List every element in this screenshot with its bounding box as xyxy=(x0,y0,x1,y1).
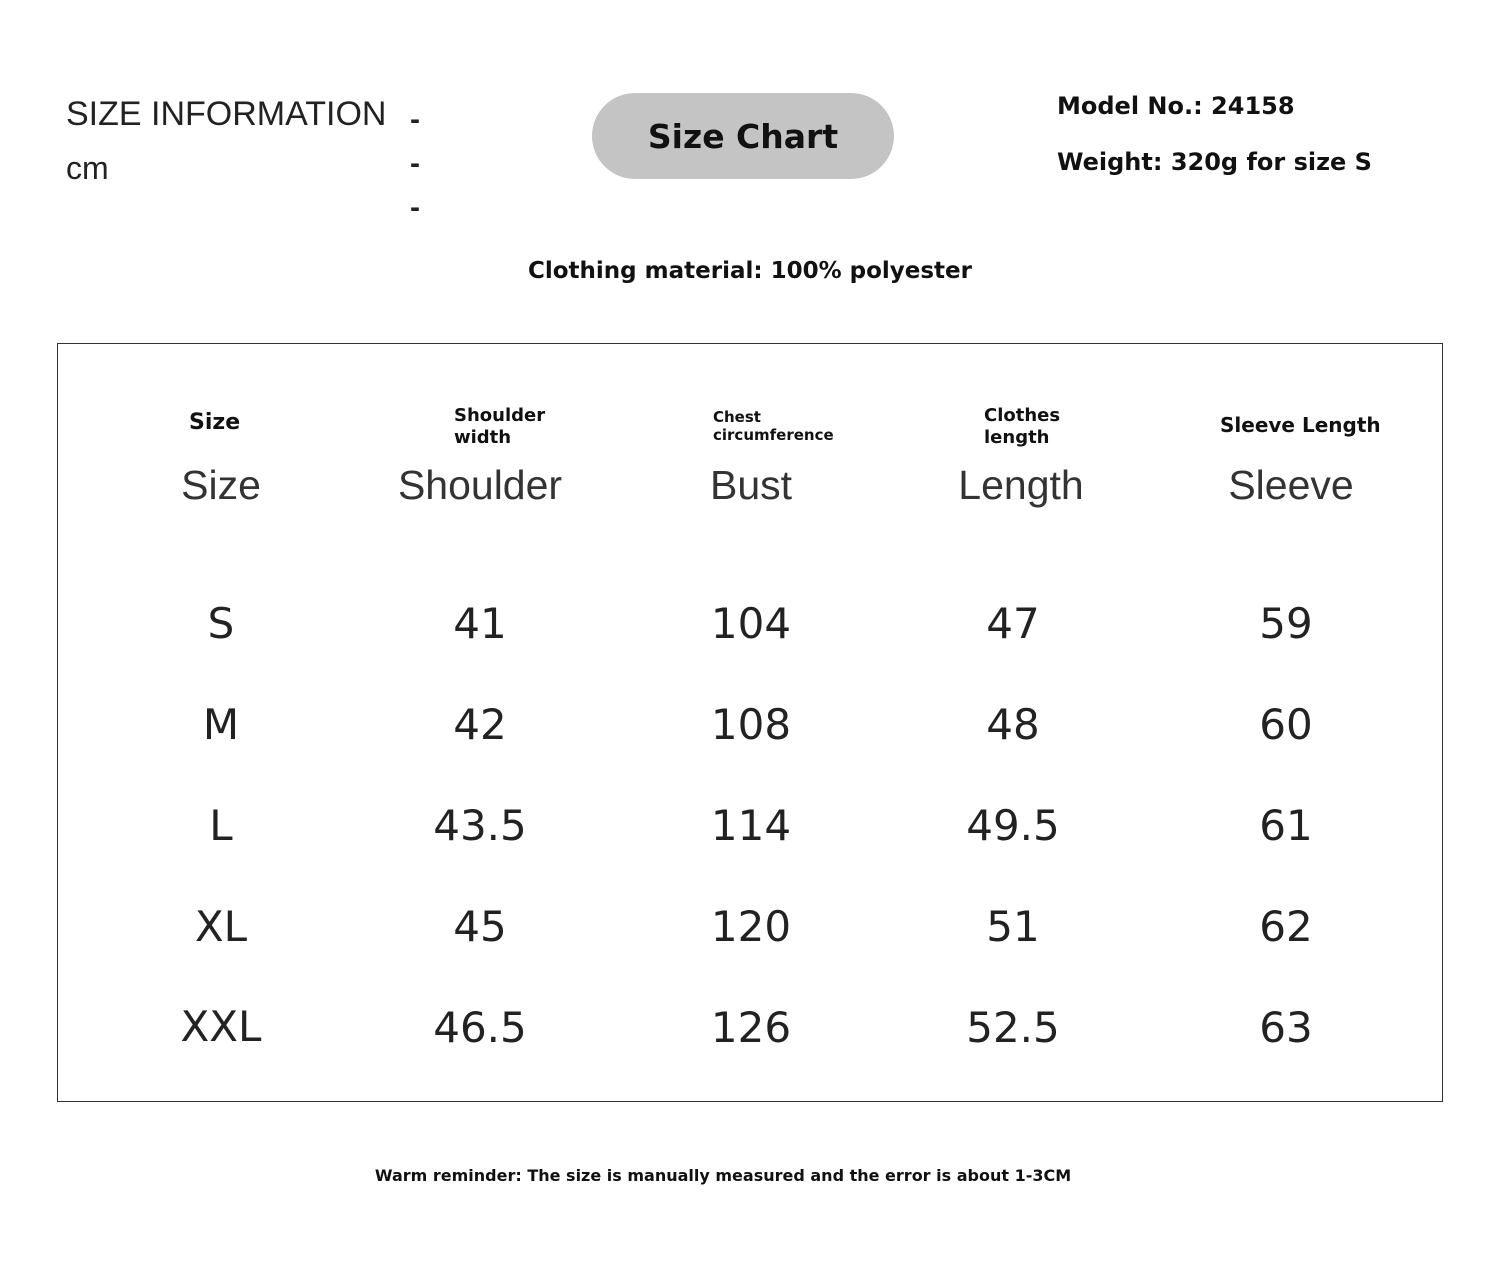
small-header-size xyxy=(189,412,240,434)
title-dashes: --- xyxy=(410,103,418,224)
small-header-chest-line1: Chest xyxy=(713,408,761,426)
unit-label: cm xyxy=(66,150,109,186)
table-cell-bust: 120 xyxy=(710,902,792,951)
table-cell-sleeve: 61 xyxy=(1259,801,1313,850)
small-header-chest-line2: circumference xyxy=(713,426,834,444)
small-header-size-line1: Size xyxy=(189,410,241,435)
size-chart-badge-label: Size Chart xyxy=(647,116,839,156)
table-cell-shoulder: 41 xyxy=(453,599,507,648)
table-cell-size: XL xyxy=(194,902,248,951)
small-header-sleeve-line1: Sleeve Length xyxy=(1220,413,1381,437)
small-header-clothes-line1: Clothes xyxy=(984,405,1061,426)
column-header-size: Size xyxy=(181,462,261,508)
table-cell-shoulder: 42 xyxy=(453,700,507,749)
table-cell-length: 51 xyxy=(986,902,1040,951)
column-header-bust: Bust xyxy=(709,462,793,508)
column-header-shoulder: Shoulder xyxy=(397,462,563,508)
model-number: Model No.: 24158 xyxy=(1057,92,1295,120)
table-cell-shoulder: 43.5 xyxy=(433,801,527,850)
table-cell-bust: 114 xyxy=(710,801,792,850)
table-cell-sleeve: 60 xyxy=(1259,700,1313,749)
table-cell-bust: 126 xyxy=(710,1003,792,1052)
table-cell-length: 52.5 xyxy=(966,1003,1060,1052)
table-cell-size: M xyxy=(202,700,240,749)
warm-reminder: Warm reminder: The size is manually measured and the error is about 1-3CM xyxy=(374,1166,1072,1185)
table-cell-bust: 108 xyxy=(710,700,792,749)
column-header-length: Length xyxy=(958,462,1084,508)
table-cell-shoulder: 46.5 xyxy=(433,1003,527,1052)
column-header-sleeve: Sleeve xyxy=(1228,462,1354,508)
table-cell-sleeve: 62 xyxy=(1259,902,1313,951)
material-info: Clothing material: 100% polyester xyxy=(527,258,972,284)
small-header-sleeve-length xyxy=(1220,414,1381,436)
small-header-shoulder-line1: Shoulder xyxy=(454,405,546,426)
size-chart-badge xyxy=(592,93,894,179)
small-header-clothes-length xyxy=(984,405,1060,449)
table-cell-shoulder: 45 xyxy=(453,902,507,951)
table-cell-length: 49.5 xyxy=(966,801,1060,850)
weight-info: Weight: 320g for size S xyxy=(1057,148,1372,176)
table-cell-size: S xyxy=(207,599,235,648)
table-cell-sleeve: 63 xyxy=(1259,1003,1313,1052)
small-header-clothes-line2: length xyxy=(984,427,1050,448)
size-information-title: SIZE INFORMATION xyxy=(66,95,387,133)
table-cell-length: 47 xyxy=(986,599,1040,648)
table-cell-size: XXL xyxy=(180,1002,262,1051)
table-cell-length: 48 xyxy=(986,700,1040,749)
small-header-shoulder xyxy=(454,405,545,449)
small-header-shoulder-line2: width xyxy=(454,427,512,448)
table-cell-sleeve: 59 xyxy=(1259,599,1313,648)
small-header-chest xyxy=(713,408,834,444)
table-cell-size: L xyxy=(209,801,233,850)
size-information-heading xyxy=(66,92,418,224)
table-cell-bust: 104 xyxy=(710,599,792,648)
